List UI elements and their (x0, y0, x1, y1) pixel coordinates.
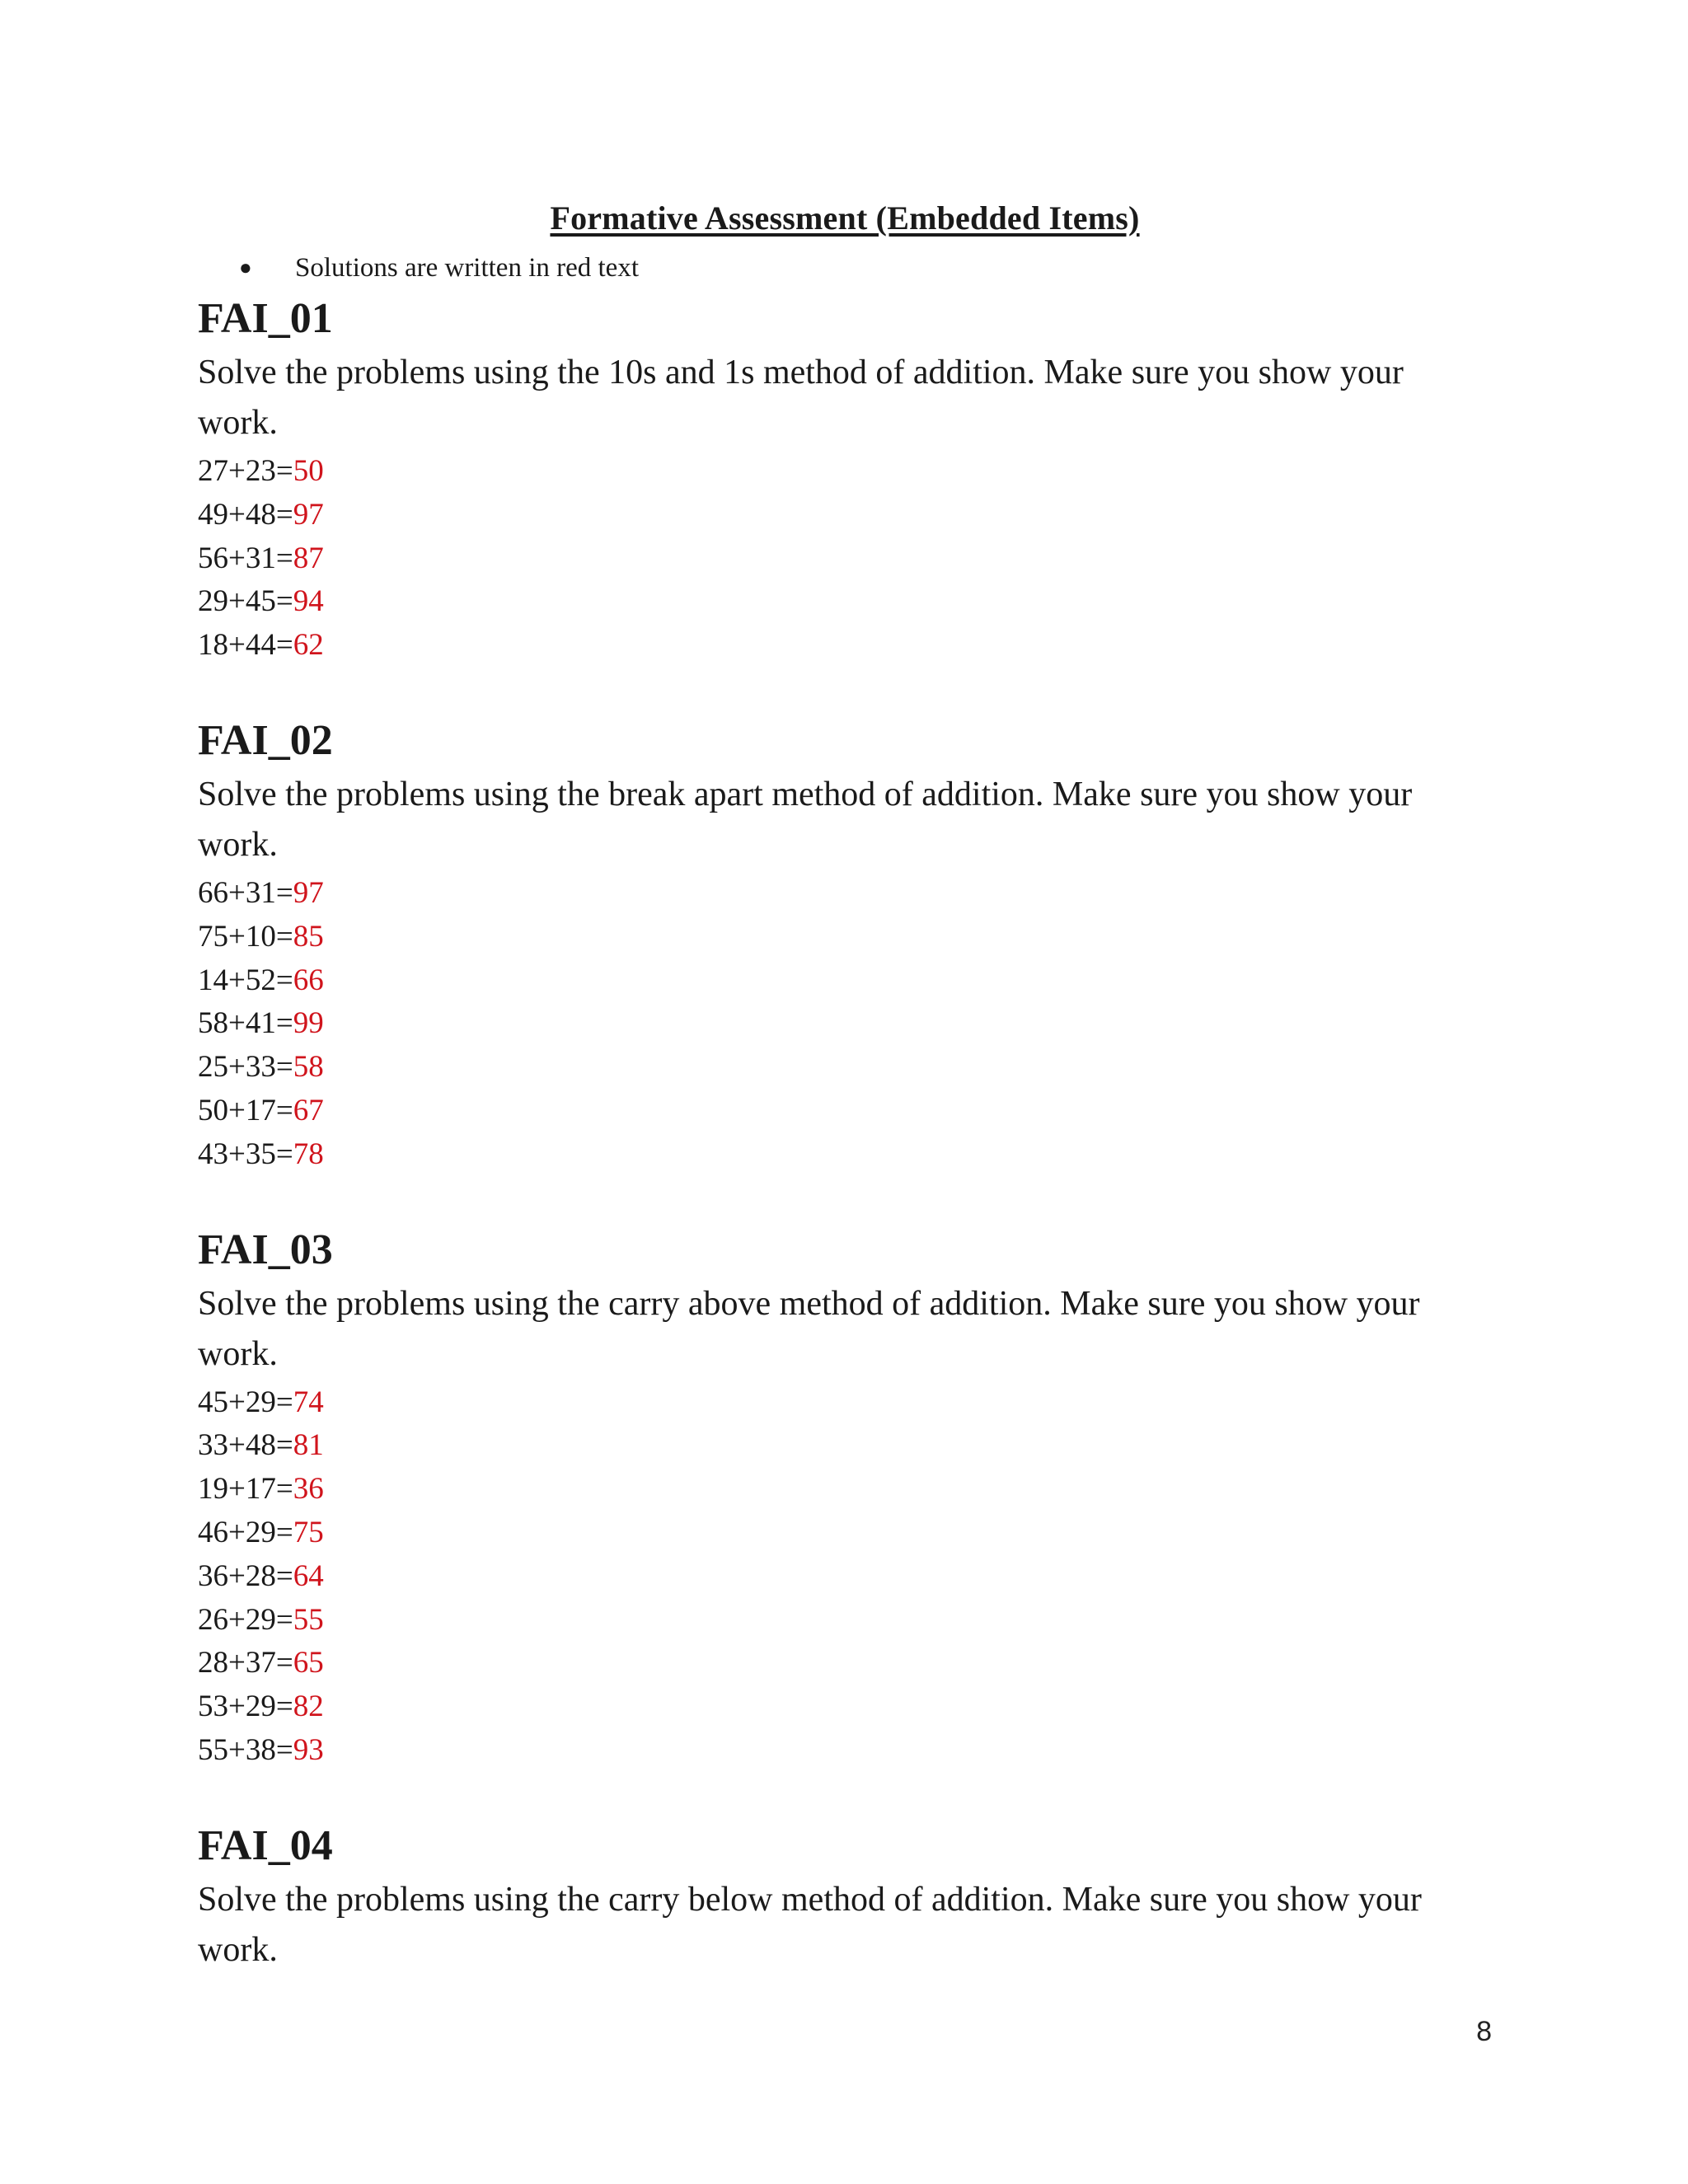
note-list (198, 247, 1492, 288)
note-text: Solutions are written in red text (295, 253, 639, 283)
problem-answer: 85 (293, 919, 324, 954)
problem-row (198, 959, 1492, 1003)
section-fai-04 (198, 1816, 1492, 1975)
problem-row (198, 624, 1492, 668)
section-fai-02 (198, 710, 1492, 1177)
problem-row (198, 1381, 1492, 1425)
problem-answer: 66 (293, 963, 324, 997)
problem-answer: 81 (293, 1428, 324, 1463)
problem-row (198, 1685, 1492, 1729)
problem-expression: 18+44= (198, 628, 293, 663)
problem-row (198, 1599, 1492, 1643)
section-fai-03 (198, 1220, 1492, 1773)
problem-answer: 99 (293, 1006, 324, 1041)
problem-answer: 97 (293, 497, 324, 532)
problem-row (198, 916, 1492, 959)
problem-answer: 74 (293, 1385, 324, 1419)
problem-expression: 25+33= (198, 1050, 293, 1085)
problem-row (198, 1511, 1492, 1555)
problem-answer: 97 (293, 875, 324, 910)
problem-expression: 33+48= (198, 1428, 293, 1463)
problem-row (198, 1642, 1492, 1685)
problem-expression: 66+31= (198, 875, 293, 910)
problem-answer: 55 (293, 1602, 324, 1637)
problem-answer: 50 (293, 454, 324, 488)
section-title: FAI_04 (198, 1821, 333, 1869)
problem-row (198, 537, 1492, 581)
problem-expression: 50+17= (198, 1093, 293, 1127)
problem-answer: 94 (293, 584, 324, 619)
note-item (198, 247, 1492, 288)
problem-row (198, 1729, 1492, 1773)
document-page (198, 190, 1492, 1977)
problem-answer: 93 (293, 1732, 324, 1767)
problem-row (198, 1002, 1492, 1046)
problem-answer: 58 (293, 1050, 324, 1085)
problem-row (198, 872, 1492, 916)
problem-row (198, 1090, 1492, 1133)
problem-answer: 82 (293, 1690, 324, 1724)
section-title: FAI_03 (198, 1226, 333, 1273)
problem-row (198, 1555, 1492, 1599)
problem-expression: 36+28= (198, 1558, 293, 1593)
problem-answer: 75 (293, 1515, 324, 1549)
section-instruction: Solve the problems using the carry above method of addition. Make sure you show your work. (198, 1284, 1420, 1373)
problem-answer: 62 (293, 628, 324, 663)
problem-row (198, 494, 1492, 537)
problem-row (198, 1424, 1492, 1468)
section-title: FAI_01 (198, 295, 333, 342)
problem-expression: 27+23= (198, 454, 293, 488)
problem-expression: 75+10= (198, 919, 293, 954)
problem-expression: 58+41= (198, 1006, 293, 1041)
problem-row (198, 450, 1492, 494)
problem-expression: 14+52= (198, 963, 293, 997)
problem-row (198, 1468, 1492, 1511)
sections-container (198, 288, 1492, 1975)
section-fai-01 (198, 288, 1492, 668)
problem-expression: 28+37= (198, 1646, 293, 1680)
problem-expression: 46+29= (198, 1515, 293, 1549)
problem-row (198, 1133, 1492, 1177)
section-instruction: Solve the problems using the 10s and 1s method of addition. Make sure you show your work. (198, 354, 1404, 442)
section-instruction: Solve the problems using the break apart method of addition. Make sure you show your work. (198, 775, 1413, 864)
problem-expression: 26+29= (198, 1602, 293, 1637)
problem-answer: 36 (293, 1472, 324, 1507)
problem-expression: 45+29= (198, 1385, 293, 1419)
problem-expression: 49+48= (198, 497, 293, 532)
page-number: 8 (1476, 2016, 1492, 2047)
problem-answer: 65 (293, 1646, 324, 1680)
document-title: Formative Assessment (Embedded Items) (550, 199, 1140, 237)
problem-answer: 67 (293, 1093, 324, 1127)
problem-expression: 43+35= (198, 1137, 293, 1171)
bullet-icon: ● (239, 255, 252, 279)
problem-expression: 55+38= (198, 1732, 293, 1767)
problem-row (198, 580, 1492, 624)
problem-expression: 19+17= (198, 1472, 293, 1507)
problem-answer: 87 (293, 541, 324, 575)
problem-answer: 78 (293, 1137, 324, 1171)
problem-expression: 56+31= (198, 541, 293, 575)
problem-answer: 64 (293, 1558, 324, 1593)
problem-row (198, 1046, 1492, 1090)
problem-expression: 29+45= (198, 584, 293, 619)
problem-expression: 53+29= (198, 1690, 293, 1724)
section-instruction: Solve the problems using the carry below method of addition. Make sure you show your work. (198, 1880, 1422, 1969)
section-title: FAI_02 (198, 716, 333, 764)
